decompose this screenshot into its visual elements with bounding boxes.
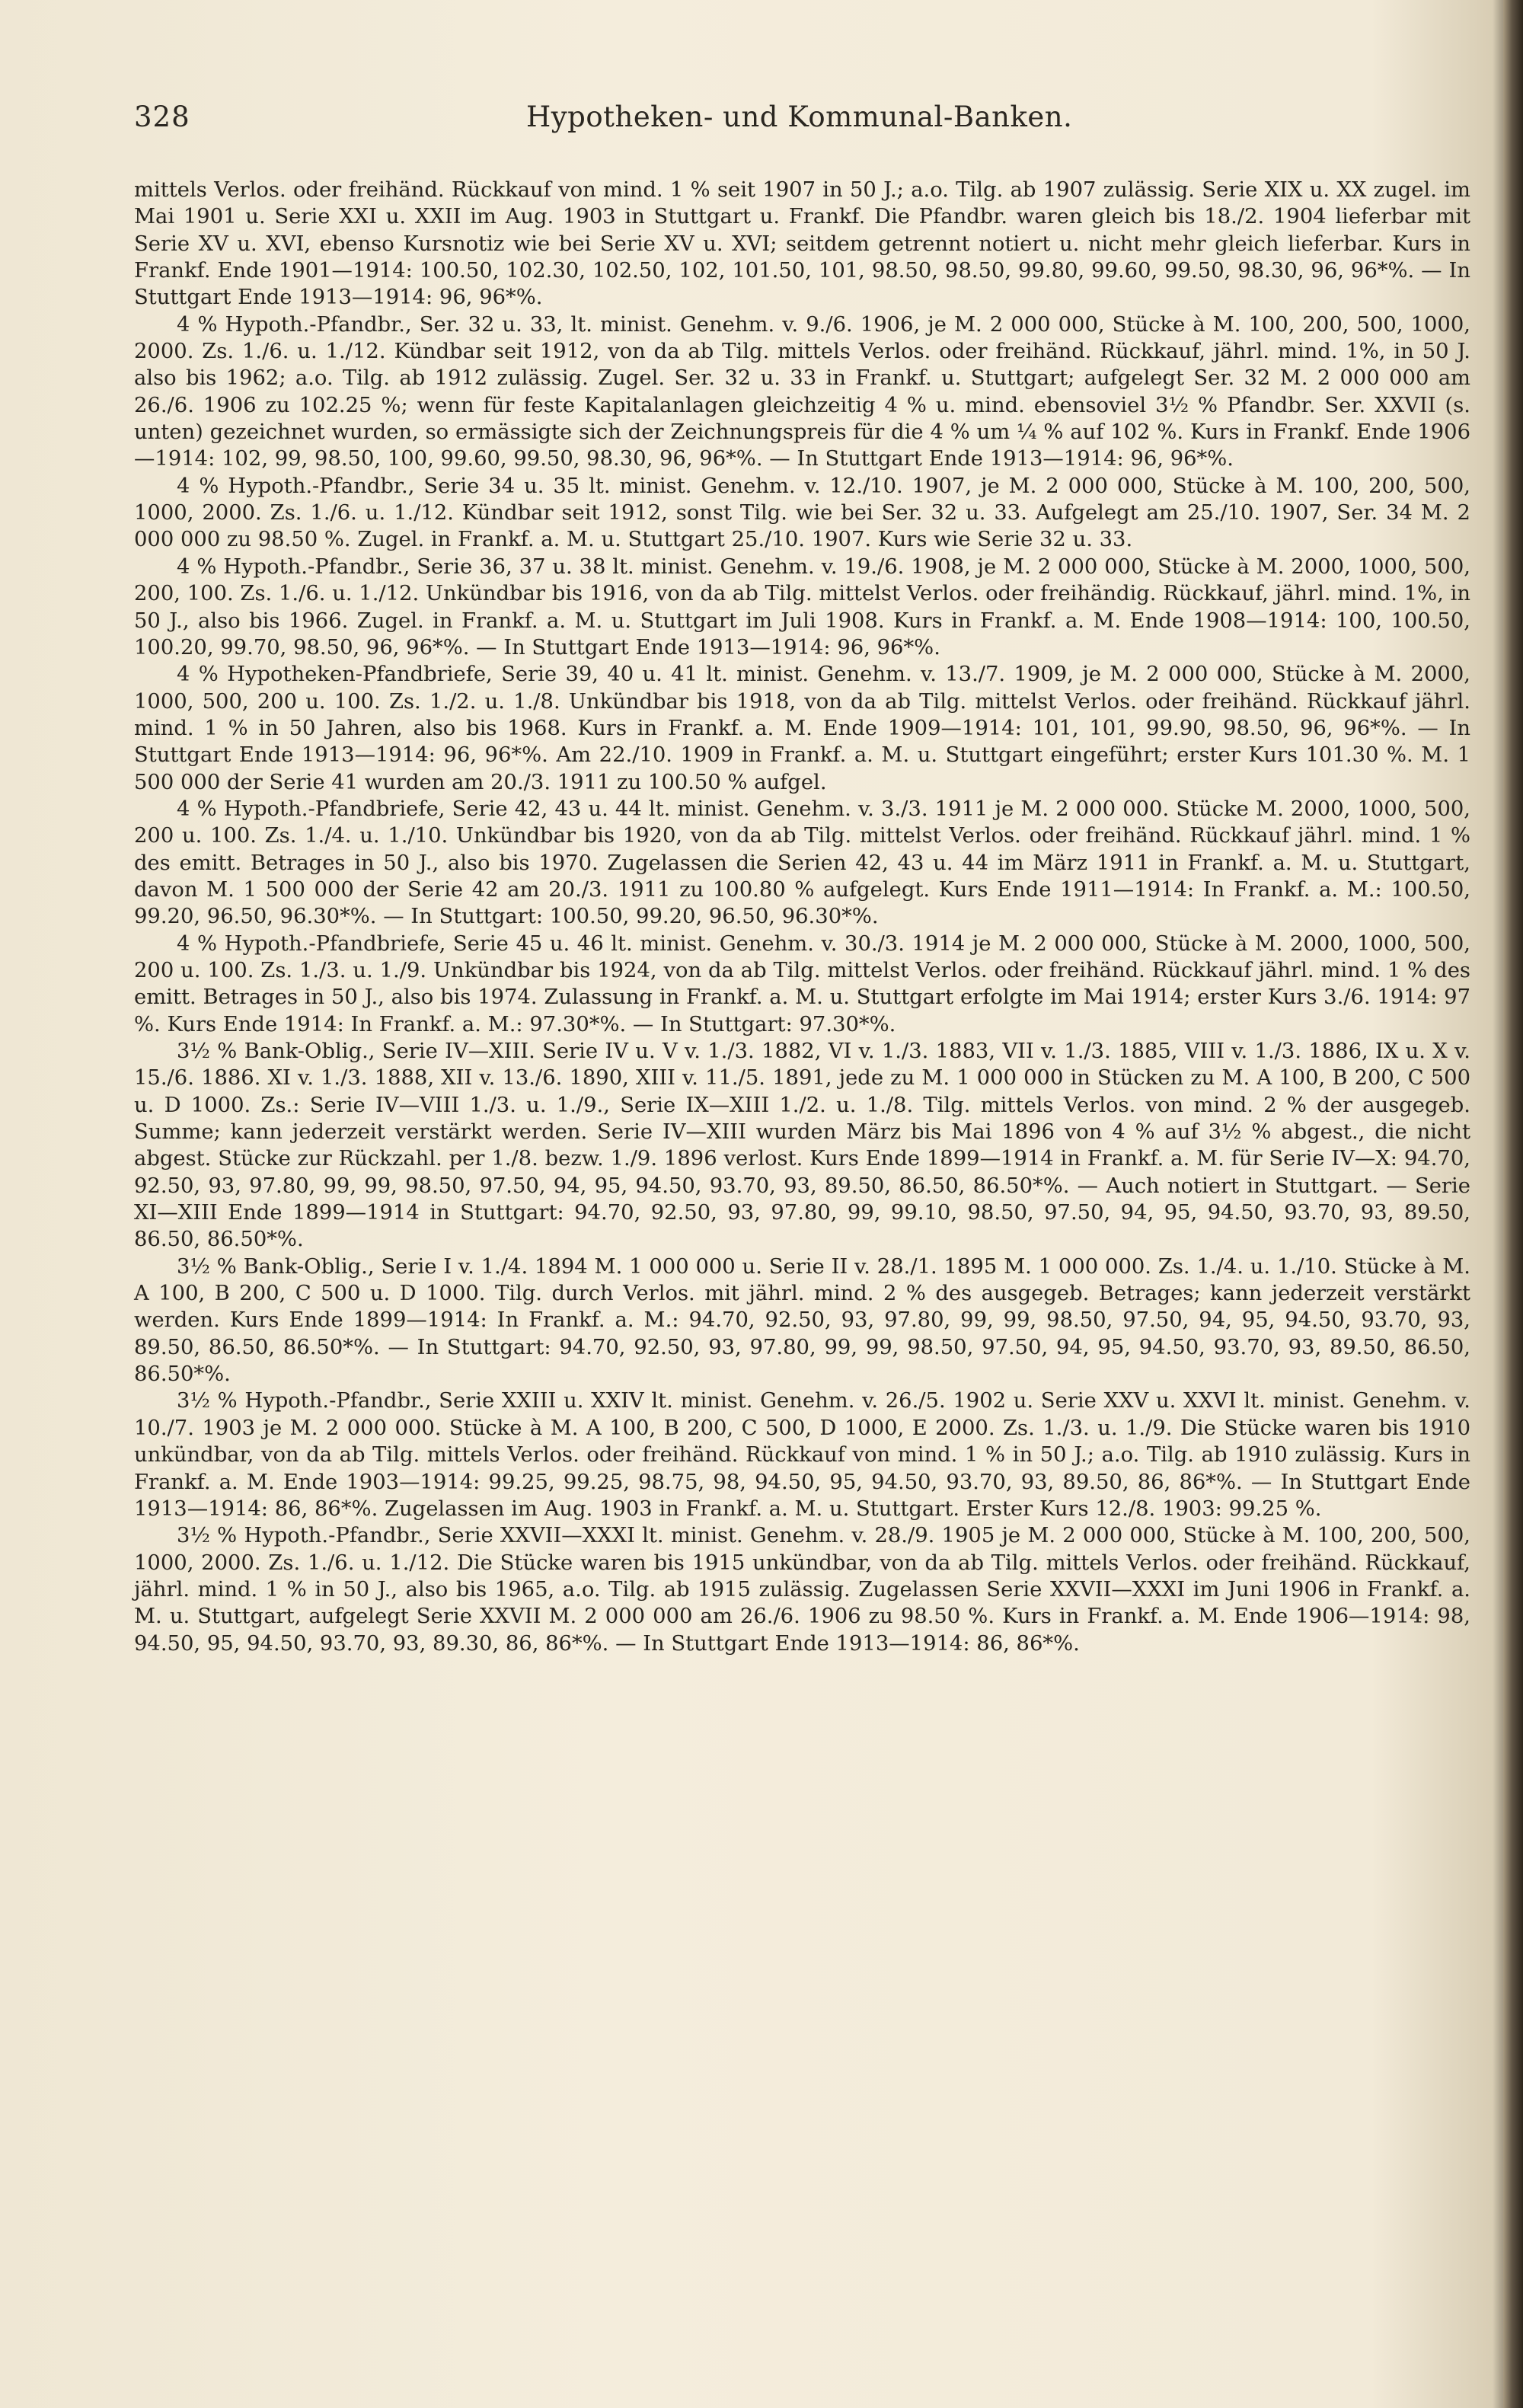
paragraph-pfandbr-serie-xxiii-xxvi: 3½ % Hypoth.-Pfandbr., Serie XXIII u. XXIV lt. minist. Genehm. v. 26./5. 1902 u. Serie XXV u. XXVI lt. minist. Genehm. v. 10./7. 1903 je M. 2 000 000. Stücke à M. A 100, B 200, C 500, D 1000, E 2000. Zs. 1./3. u. 1./9. Die Stücke waren bis 1910 unkündbar, von da ab Tilg. mittels Verlos. oder freihänd. Rückkauf von mind. 1 % in 50 J.; a.o. Tilg. ab 1910 zulässig. Kurs in Frankf. a. M. Ende 1903—1914: 99.25, 99.25, 98.75, 98, 94.50, 95, 94.50, 93.70, 93, 89.50, 86, 86*%. — In Stuttgart Ende 1913—1914: 86, 86*%. Zugelassen im Aug. 1903 in Frankf. a. M. u. Stuttgart. Erster Kurs 12./8. 1903: 99.25 %.	[134, 1389, 1470, 1521]
paragraph-bank-oblig-serie-iv-xiii: 3½ % Bank-Oblig., Serie IV—XIII. Serie IV u. V v. 1./3. 1882, VI v. 1./3. 1883, VII v. 1./3. 1885, VIII v. 1./3. 1886, IX u. X v. 15./6. 1886. XI v. 1./3. 1888, XII v. 13./6. 1890, XIII v. 11./5. 1891, jede zu M. 1 000 000 in Stücken zu M. A 100, B 200, C 500 u. D 1000. Zs.: Serie IV—VIII 1./3. u. 1./9., Serie IX—XIII 1./2. u. 1./8. Tilg. mittels Verlos. von mind. 2 % der ausgegeb. Summe; kann jederzeit verstärkt werden. Serie IV—XIII wurden März bis Mai 1896 von 4 % auf 3½ % abgest., die nicht abgest. Stücke zur Rückzahl. per 1./8. bezw. 1./9. 1896 verlost. Kurs Ende 1899—1914 in Frankf. a. M. für Serie IV—X: 94.70, 92.50, 93, 97.80, 99, 99, 98.50, 97.50, 94, 95, 94.50, 93.70, 93, 89.50, 86.50, 86.50*%. — Auch notiert in Stuttgart. — Serie XI—XIII Ende 1899—1914 in Stuttgart: 94.70, 92.50, 93, 97.80, 99, 99.10, 98.50, 97.50, 94, 95, 94.50, 93.70, 93, 89.50, 86.50, 86.50*%.	[134, 1040, 1470, 1252]
paragraph-pfandbr-serie-34-35: 4 % Hypoth.-Pfandbr., Serie 34 u. 35 lt. minist. Genehm. v. 12./10. 1907, je M. 2 000 000, Stücke à M. 100, 200, 500, 1000, 2000. Zs. 1./6. u. 1./12. Kündbar seit 1912, sonst Tilg. wie bei Ser. 32 u. 33. Aufgelegt am 25./10. 1907, Ser. 34 M. 2 000 000 zu 98.50 %. Zugel. in Frankf. a. M. u. Stuttgart 25./10. 1907. Kurs wie Serie 32 u. 33.	[134, 474, 1470, 552]
paragraph-bank-oblig-serie-i-ii: 3½ % Bank-Oblig., Serie I v. 1./4. 1894 M. 1 000 000 u. Serie II v. 28./1. 1895 M. 1 000 000. Zs. 1./4. u. 1./10. Stücke à M. A 100, B 200, C 500 u. D 1000. Tilg. durch Verlos. mit jährl. mind. 2 % des ausgegeb. Betrages; kann jederzeit verstärkt werden. Kurs Ende 1899—1914: In Frankf. a. M.: 94.70, 92.50, 93, 97.80, 99, 99, 98.50, 97.50, 94, 95, 94.50, 93.70, 93, 89.50, 86.50, 86.50*%. — In Stuttgart: 94.70, 92.50, 93, 97.80, 99, 99, 98.50, 97.50, 94, 95, 94.50, 93.70, 93, 89.50, 86.50, 86.50*%.	[134, 1254, 1470, 1387]
page-number: 328	[134, 101, 190, 133]
paragraph-pfandbr-ser-32-33: 4 % Hypoth.-Pfandbr., Ser. 32 u. 33, lt. minist. Genehm. v. 9./6. 1906, je M. 2 000 000, Stücke à M. 100, 200, 500, 1000, 2000. Zs. 1./6. u. 1./12. Kündbar seit 1912, von da ab Tilg. mittels Verlos. oder freihänd. Rückkauf, jährl. mind. 1%, in 50 J. also bis 1962; a.o. Tilg. ab 1912 zulässig. Zugel. Ser. 32 u. 33 in Frankf. u. Stuttgart; aufgelegt Ser. 32 M. 2 000 000 am 26./6. 1906 zu 102.25 %; wenn für feste Kapitalanlagen gleichzeitig 4 % u. mind. ebensoviel 3½ % Pfandbr. Ser. XXVII (s. unten) gezeichnet wurden, so ermässigte sich der Zeichnungspreis für die 4 % um ¼ % auf 102 %. Kurs in Frankf. Ende 1906—1914: 102, 99, 98.50, 100, 99.60, 99.50, 98.30, 96, 96*%. — In Stuttgart Ende 1913—1914: 96, 96*%.	[134, 312, 1470, 471]
page-header	[134, 101, 1474, 146]
paragraph-pfandbriefe-serie-45-46: 4 % Hypoth.-Pfandbriefe, Serie 45 u. 46 lt. minist. Genehm. v. 30./3. 1914 je M. 2 000 000, Stücke à M. 2000, 1000, 500, 200 u. 100. Zs. 1./3. u. 1./9. Unkündbar bis 1924, von da ab Tilg. mittelst Verlos. oder freihänd. Rückkauf jährl. mind. 1 % des emitt. Betrages in 50 J., also bis 1974. Zulassung in Frankf. a. M. u. Stuttgart erfolgte im Mai 1914; erster Kurs 3./6. 1914: 97 %. Kurs Ende 1914: In Frankf. a. M.: 97.30*%. — In Stuttgart: 97.30*%.	[134, 931, 1470, 1036]
page-edge-shadow	[1503, 0, 1523, 2408]
body-text	[134, 177, 1470, 1657]
paragraph-pfandbriefe-serie-42-44: 4 % Hypoth.-Pfandbriefe, Serie 42, 43 u. 44 lt. minist. Genehm. v. 3./3. 1911 je M. 2 000 000. Stücke M. 2000, 1000, 500, 200 u. 100. Zs. 1./4. u. 1./10. Unkündbar bis 1920, von da ab Tilg. mittelst Verlos. oder freihänd. Rückkauf jährl. mind. 1 % des emitt. Betrages in 50 J., also bis 1970. Zugelassen die Serien 42, 43 u. 44 im März 1911 in Frankf. a. M. u. Stuttgart, davon M. 1 500 000 der Serie 42 am 20./3. 1911 zu 100.80 % aufgelegt. Kurs Ende 1911—1914: In Frankf. a. M.: 100.50, 99.20, 96.50, 96.30*%. — In Stuttgart: 100.50, 99.20, 96.50, 96.30*%.	[134, 797, 1470, 929]
paragraph-pfandbriefe-serie-39-41: 4 % Hypotheken-Pfandbriefe, Serie 39, 40 u. 41 lt. minist. Genehm. v. 13./7. 1909, je M. 2 000 000, Stücke à M. 2000, 1000, 500, 200 u. 100. Zs. 1./2. u. 1./8. Unkündbar bis 1918, von da ab Tilg. mittelst Verlos. oder freihänd. Rückkauf jährl. mind. 1 % in 50 Jahren, also bis 1968. Kurs in Frankf. a. M. Ende 1909—1914: 101, 101, 99.90, 98.50, 96, 96*%. — In Stuttgart Ende 1913—1914: 96, 96*%. Am 22./10. 1909 in Frankf. a. M. u. Stuttgart eingeführt; erster Kurs 101.30 %. M. 1 500 000 der Serie 41 wurden am 20./3. 1911 zu 100.50 % aufgel.	[134, 663, 1470, 794]
paragraph-pfandbr-serie-xxvii-xxxi: 3½ % Hypoth.-Pfandbr., Serie XXVII—XXXI lt. minist. Genehm. v. 28./9. 1905 je M. 2 000 000, Stücke à M. 100, 200, 500, 1000, 2000. Zs. 1./6. u. 1./12. Die Stücke waren bis 1915 unkündbar, von da ab Tilg. mittels Verlos. oder freihänd. Rückkauf, jährl. mind. 1 % in 50 J., also bis 1965, a.o. Tilg. ab 1915 zulässig. Zugelassen Serie XXVII—XXXI im Juni 1906 in Frankf. a. M. u. Stuttgart, aufgelegt Serie XXVII M. 2 000 000 am 26./6. 1906 zu 98.50 %. Kurs in Frankf. a. M. Ende 1906—1914: 98, 94.50, 95, 94.50, 93.70, 93, 89.30, 86, 86*%. — In Stuttgart Ende 1913—1914: 86, 86*%.	[134, 1524, 1470, 1656]
paragraph-continuation: mittels Verlos. oder freihänd. Rückkauf von mind. 1 % seit 1907 in 50 J.; a.o. Tilg. ab 1907 zulässig. Serie XIX u. XX zugel. im Mai 1901 u. Serie XXI u. XXII im Aug. 1903 in Stuttgart u. Frankf. Die Pfandbr. waren gleich bis 18./2. 1904 lieferbar mit Serie XV u. XVI, ebenso Kursnotiz wie bei Serie XV u. XVI; seitdem getrennt notiert u. nicht mehr gleich lieferbar. Kurs in Frankf. Ende 1901—1914: 100.50, 102.30, 102.50, 102, 101.50, 101, 98.50, 98.50, 99.80, 99.60, 99.50, 98.30, 96, 96*%. — In Stuttgart Ende 1913—1914: 96, 96*%.	[134, 178, 1470, 310]
paragraph-pfandbr-serie-36-38: 4 % Hypoth.-Pfandbr., Serie 36, 37 u. 38 lt. minist. Genehm. v. 19./6. 1908, je M. 2 000 000, Stücke à M. 2000, 1000, 500, 200, 100. Zs. 1./6. u. 1./12. Unkündbar bis 1916, von da ab Tilg. mittelst Verlos. oder freihändig. Rückkauf, jährl. mind. 1%, in 50 J., also bis 1966. Zugel. in Frankf. a. M. u. Stuttgart im Juli 1908. Kurs in Frankf. a. M. Ende 1908—1914: 100, 100.50, 100.20, 99.70, 98.50, 96, 96*%. — In Stuttgart Ende 1913—1914: 96, 96*%.	[134, 554, 1470, 659]
running-head: Hypotheken- und Kommunal-Banken.	[526, 101, 1073, 133]
